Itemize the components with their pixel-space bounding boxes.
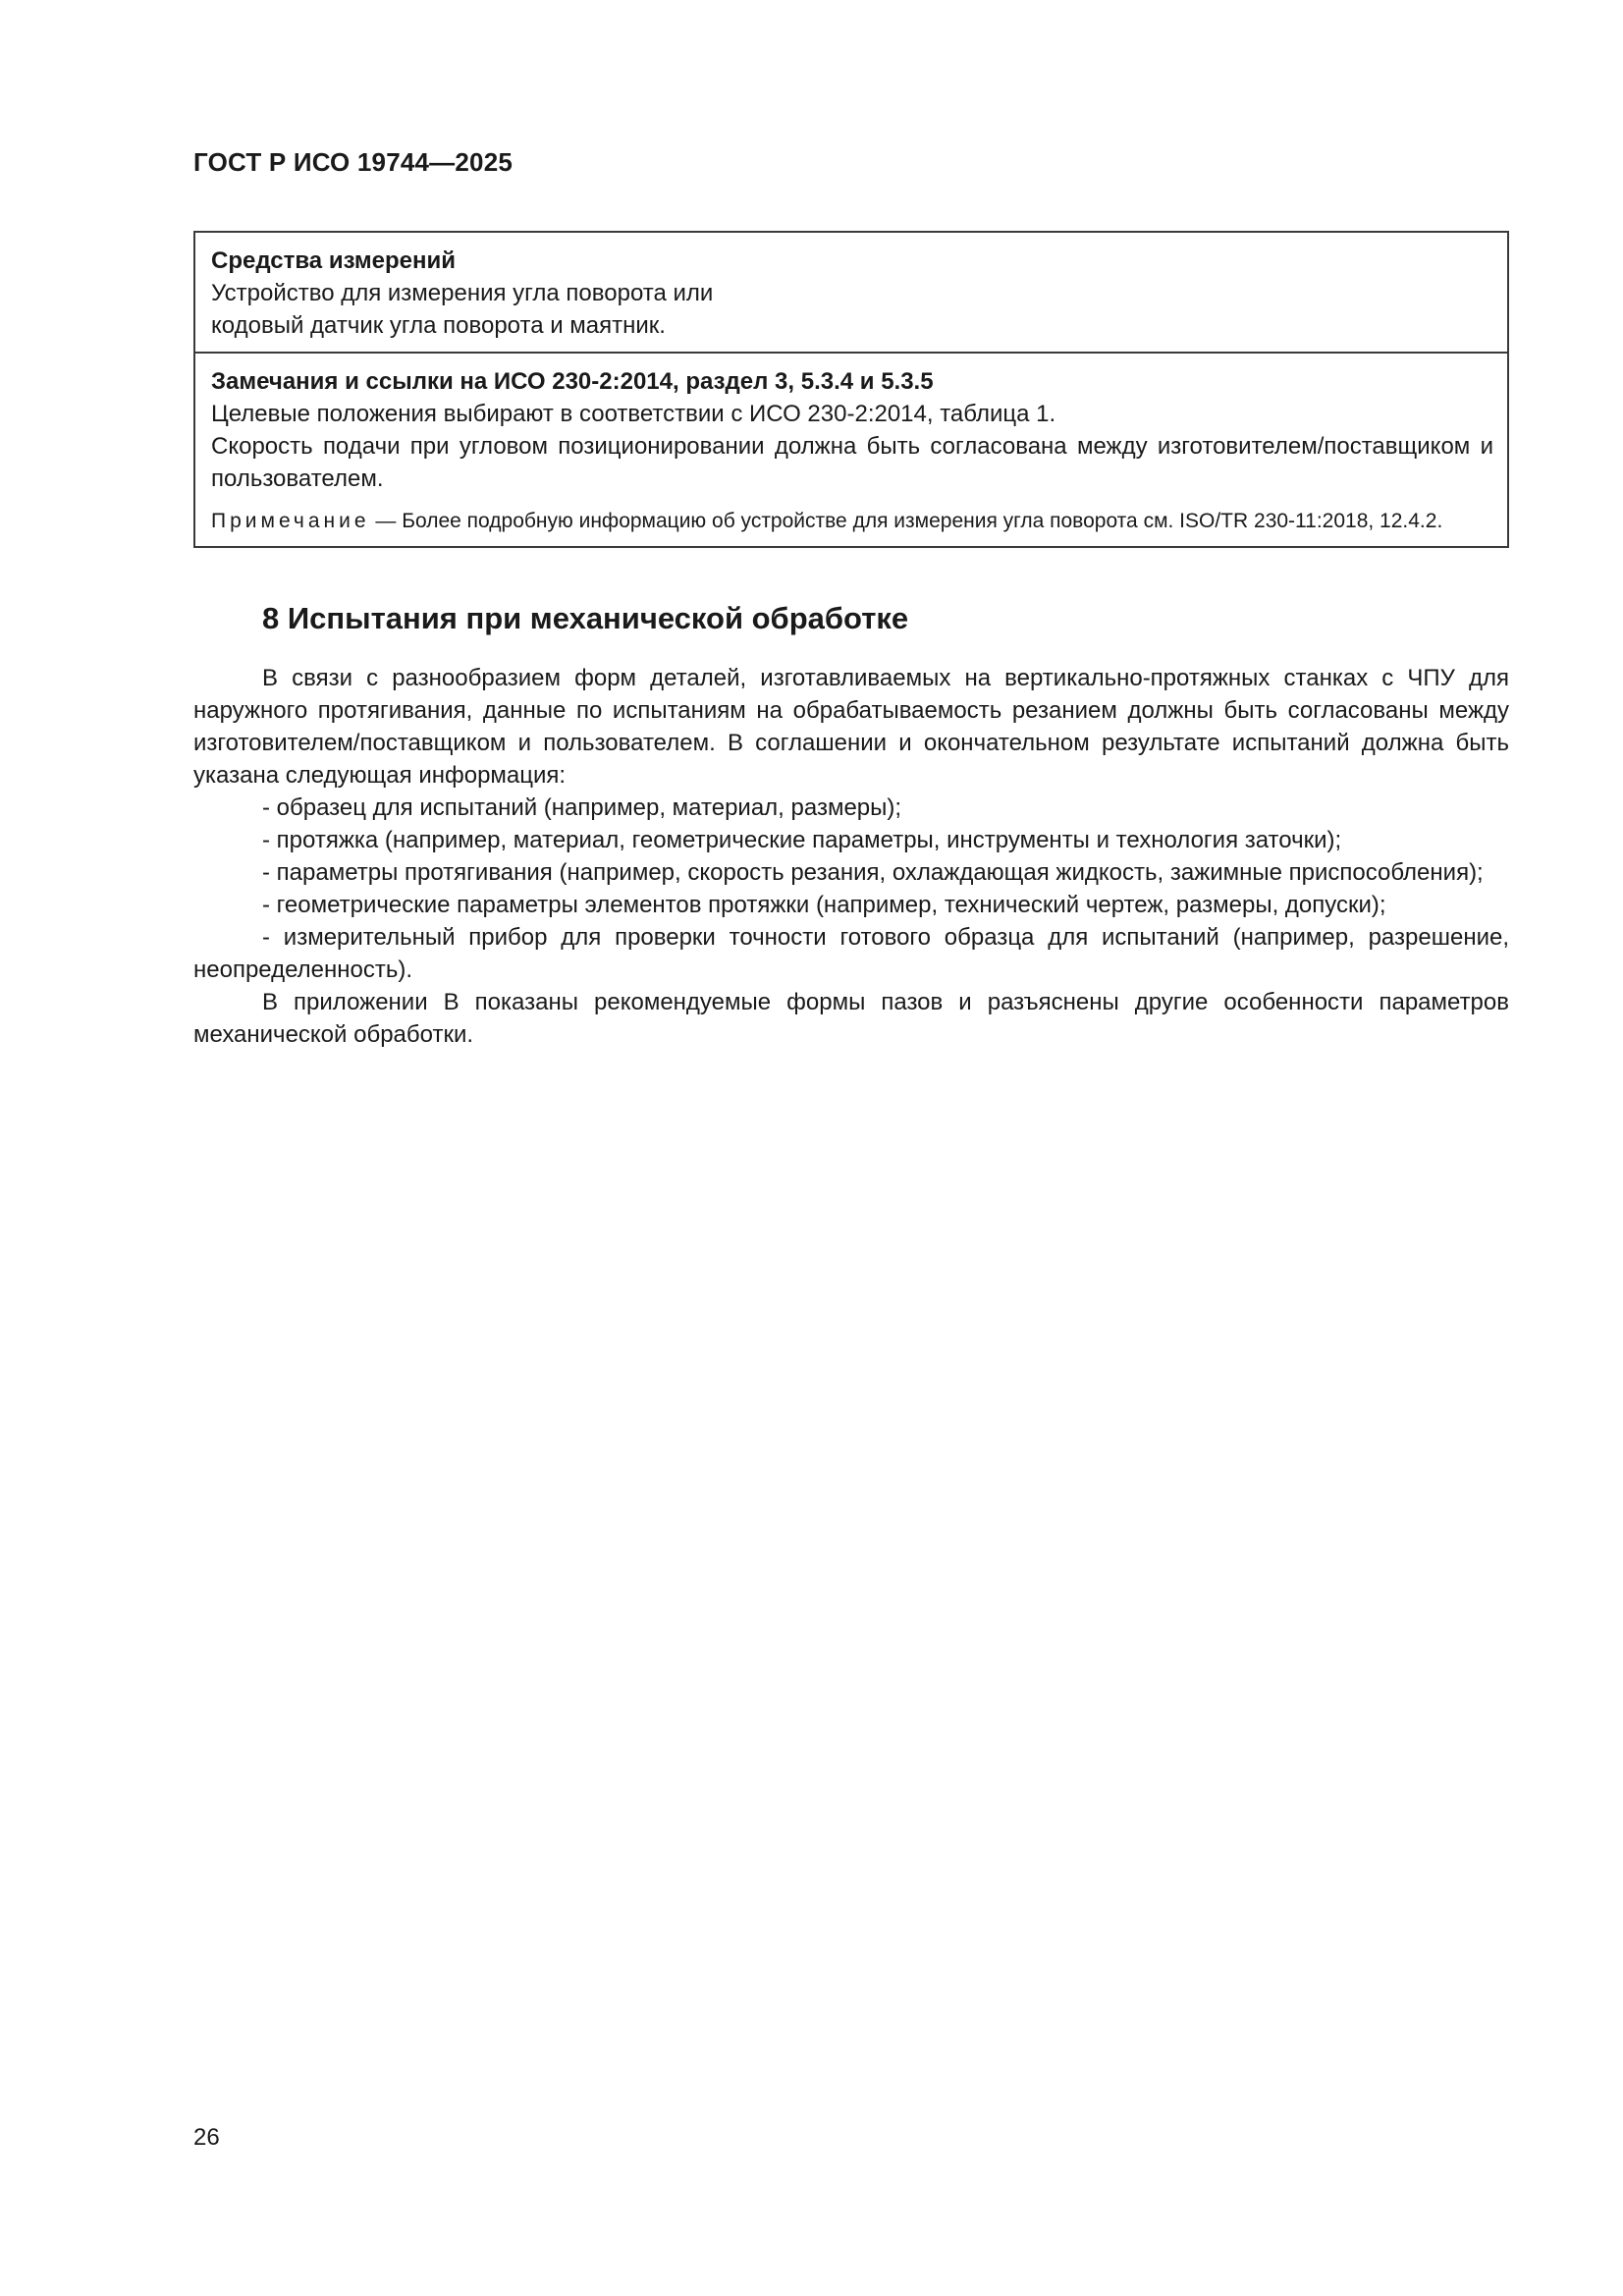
section-closing-paragraph: В приложении В показаны рекомендуемые формы пазов и разъяснены другие особенности параметров механической обработки.: [193, 989, 1509, 1048]
measuring-instruments-line-2: кодовый датчик угла поворота и маятник.: [211, 312, 666, 339]
measuring-instruments-cell: [195, 233, 1507, 352]
measuring-instruments-line-1: Устройство для измерения угла поворота или: [211, 280, 714, 306]
section-heading: 8 Испытания при механической обработке: [262, 601, 909, 635]
list-item: - параметры протягивания (например, скорость резания, охлаждающая жидкость, зажимные приспособления);: [262, 859, 1484, 886]
document-header: ГОСТ Р ИСО 19744—2025: [193, 147, 514, 177]
parameters-table: [193, 231, 1509, 548]
measuring-instruments-title: Средства измерений: [211, 247, 457, 274]
list-item: - геометрические параметры элементов протяжки (например, технический чертеж, размеры, допуски);: [262, 892, 1386, 918]
section-8: [193, 599, 1509, 1051]
list-item: - измерительный прибор для проверки точности готового образца для испытаний (например, разрешение, неопределенность).: [193, 924, 1509, 983]
list-item: - протяжка (например, материал, геометрические параметры, инструменты и технология заточки);: [262, 827, 1342, 853]
remarks-title: Замечания и ссылки на ИСО 230-2:2014, раздел 3, 5.3.4 и 5.3.5: [211, 368, 934, 395]
remarks-line-2: Скорость подачи при угловом позиционировании должна быть согласована между изготовителем/поставщиком и пользователем.: [211, 433, 1493, 492]
page-number: 26: [193, 2124, 220, 2151]
section-intro-paragraph: В связи с разнообразием форм деталей, изготавливаемых на вертикально-протяжных станках с ЧПУ для наружного протягивания, данные по испытаниям на обрабатываемость резанием должны быть согласованы между изготовителем/поставщиком и пользователем. В соглашении и окончательном результате испытаний должна быть указана следующая информация:: [193, 665, 1509, 789]
list-item: - образец для испытаний (например, материал, размеры);: [262, 794, 902, 821]
remarks-line-1: Целевые положения выбирают в соответствии с ИСО 230-2:2014, таблица 1.: [211, 401, 1056, 427]
remarks-cell: [195, 352, 1507, 546]
note-text: — Более подробную информацию об устройстве для измерения угла поворота см. ISO/TR 230-11:2018, 12.4.2.: [369, 510, 1443, 532]
remarks-note: [211, 507, 1493, 536]
note-label: Примечание: [211, 510, 370, 532]
